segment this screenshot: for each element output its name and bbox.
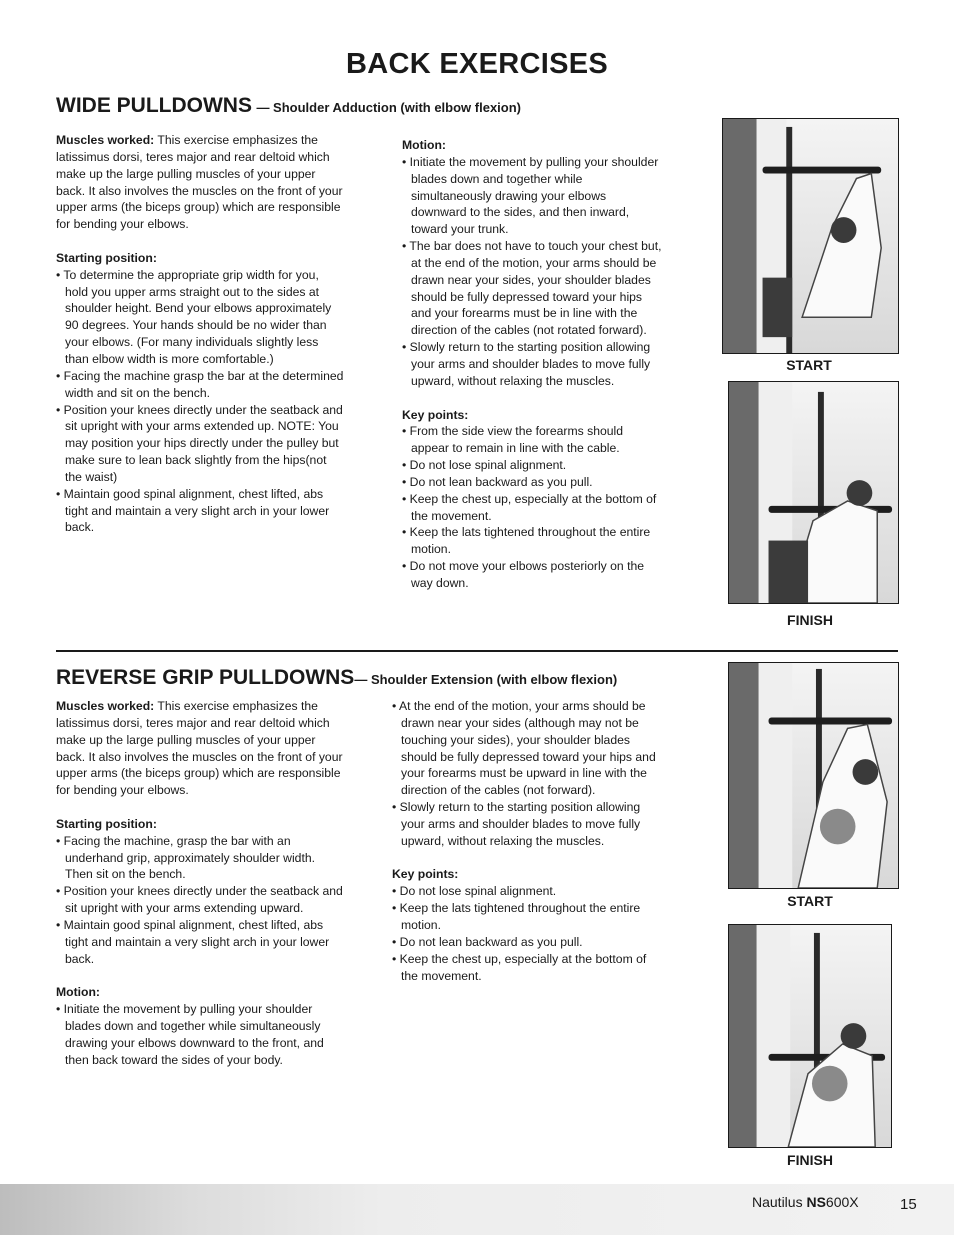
wide-pulldowns-right-column [402,137,664,609]
exercise-photo-start [729,663,898,888]
page-title: BACK EXERCISES [345,48,609,80]
photo-reverse-grip-start [728,662,899,889]
bullet-item: • The bar does not have to touch your chest but, at the end of the motion, your arms should be drawn near your sides, your shoulder blades should be fully depressed toward your hips and your forearms must be in line with the direction of the cables (not rotated forward). [402,239,662,338]
exercise-photo-finish [729,925,891,1147]
bullet-item: • Slowly return to the starting position allowing your arms and shoulder blades to move fully upward, without relaxing the muscles. [402,340,651,388]
text-block [56,132,344,233]
bullet-item: • Maintain good spinal alignment, chest lifted, abs tight and maintain a very slight arch in your lower back. [56,917,330,966]
bullet-item: • From the side view the forearms should appear to remain in line with the cable. [402,424,624,456]
bullet-item: • Position your knees directly under the seatback and sit upright with your arms extending upward. [56,884,343,916]
caption-finish: FINISH [787,612,833,628]
photo-wide-pulldown-finish [728,381,899,604]
wide-pulldowns-left-column [56,132,344,553]
bullet-item: • Keep the chest up, especially at the bottom of the movement. [392,951,647,983]
photo-wide-pulldown-start [722,118,899,354]
text-block [402,407,664,592]
bullet-item: • Do not lose spinal alignment. [402,458,567,473]
bullet-item: • Slowly return to the starting position allowing your arms and shoulder blades to move fully upward, without relaxing the muscles. [392,800,641,848]
bullet-item: • Do not lose spinal alignment. [392,884,557,899]
bullet-item: • Maintain good spinal alignment, chest lifted, abs tight and maintain a very slight arch in your lower back. [56,486,330,535]
bullet-item: • Facing the machine grasp the bar at the determined width and sit on the bench. [56,368,344,400]
section-title: REVERSE GRIP PULLDOWNS [56,666,355,689]
text-block [56,698,344,799]
block-label: Muscles worked: [56,133,155,147]
section-heading-reverse-grip-pulldowns [56,666,617,690]
bullet-item: • Facing the machine, grasp the bar with an underhand grip, approximately shoulder width. Then sit on the bench. [56,833,315,882]
caption-finish: FINISH [787,1152,833,1168]
page-number: 15 [900,1196,917,1213]
section-title: WIDE PULLDOWNS [56,94,252,117]
photo-reverse-grip-finish [728,924,892,1148]
caption-start: START [787,893,833,909]
bullet-item: • Keep the lats tightened throughout the entire motion. [392,901,641,932]
block-label: Starting position: [56,816,157,831]
text-block [56,816,344,968]
text-block [402,137,664,390]
text-block [392,698,664,850]
block-label: Starting position: [56,250,157,265]
section-heading-wide-pulldowns [56,94,521,118]
text-block [56,984,344,1068]
exercise-photo-start [723,119,898,353]
text-block [56,250,344,536]
bullet-item: • Do not move your elbows posteriorly on the way down. [402,559,645,590]
exercise-photo-finish [729,382,898,603]
bullet-item: • To determine the appropriate grip width for you, hold you upper arms straight out to the sides at shoulder height. Bend your elbows approximately 90 degrees. Your hands should be no wider than your elbows. (For many individuals slightly less than elbow width is more comfortable.) [56,267,332,366]
block-text: This exercise emphasizes the latissimus dorsi, teres major and rear deltoid which make up the large pulling muscles of your upper back. It also involves the muscles on the front of your upper arms (the biceps group) which are responsible for bending your elbows. [56,133,343,232]
block-text: This exercise emphasizes the latissimus dorsi, teres major and rear deltoid which make up the large pulling muscles of your upper back. It also involves the muscles on the front of your upper arms (the biceps group) which are responsible for bending your elbows. [56,699,343,798]
bullet-item: • At the end of the motion, your arms should be drawn near your sides (although may not be touching your sides), your shoulder blades should be fully depressed toward your hips and your forearms must be upward in line with the direction of the cables (not forward). [392,699,656,798]
block-label: Key points: [392,867,459,882]
footer-brand: Nautilus NS600X [752,1194,859,1210]
caption-start: START [786,357,832,373]
bullet-item: • Do not lean backward as you pull. [392,934,583,949]
reverse-grip-right-column [392,698,664,1001]
block-label: Muscles worked: [56,699,155,713]
block-label: Motion: [402,138,446,152]
text-block [392,866,664,984]
bullet-item: • Initiate the movement by pulling your shoulder blades down and together while simultaneously drawing your elbows downward to the front, and then back toward the sides of your body. [56,1002,324,1067]
block-label: Motion: [56,985,100,1000]
bullet-item: • Keep the lats tightened throughout the entire motion. [402,525,651,557]
reverse-grip-left-column [56,698,344,1085]
bullet-item: • Position your knees directly under the seatback and sit upright with your arms extended up. NOTE: You may position your hips directly under the pulley but make sure to lean back slightly from the hips(not the waist) [56,402,343,484]
bullet-item: • Do not lean backward as you pull. [402,474,593,489]
block-label: Key points: [402,407,469,422]
section-divider [56,650,898,652]
bullet-item: • Keep the chest up, especially at the bottom of the movement. [402,491,657,523]
section-subtitle: — Shoulder Extension (with elbow flexion) [354,672,618,687]
section-subtitle: — Shoulder Adduction (with elbow flexion) [256,100,521,115]
paragraph [56,698,344,799]
bullet-item: • Initiate the movement by pulling your shoulder blades down and together while simultaneously drawing your elbows downward to the sides, and then inward, toward your trunk. [402,154,659,237]
paragraph [56,132,344,233]
